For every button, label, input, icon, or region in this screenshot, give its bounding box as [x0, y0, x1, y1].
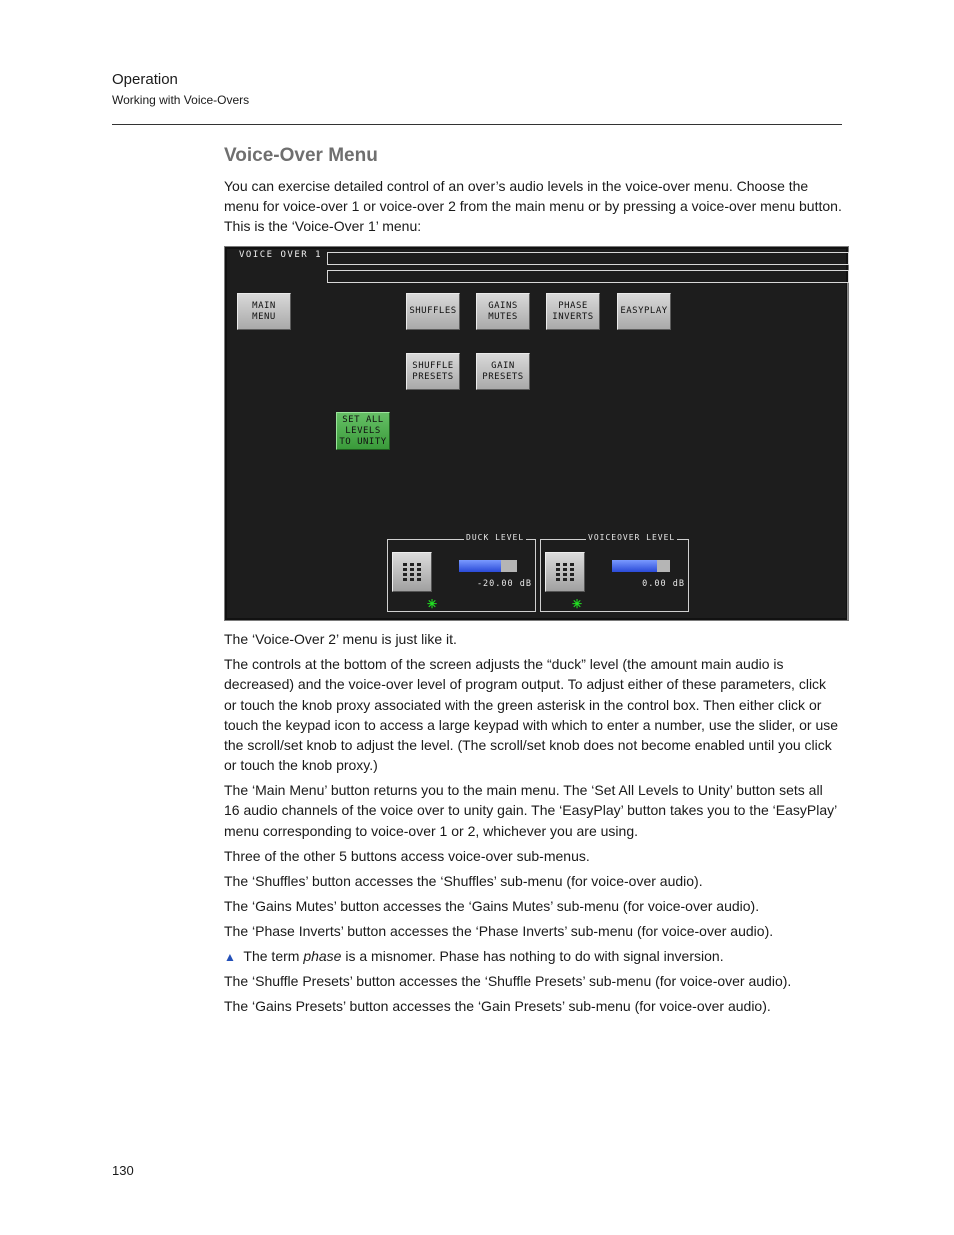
voiceover-level-box — [540, 533, 689, 612]
running-header-section: Working with Voice-Overs — [112, 93, 250, 107]
duck-slider-fill — [459, 560, 501, 572]
warning-triangle-icon: ▲ — [224, 950, 236, 964]
duck-level-box — [387, 533, 536, 612]
phase-inverts-button[interactable]: PHASE INVERTS — [546, 293, 600, 330]
duck-keypad-button[interactable] — [392, 552, 432, 592]
note-text-emphasis: phase — [303, 948, 342, 964]
paragraph-sub-menus: Three of the other 5 buttons access voice-over sub-menus. — [224, 848, 590, 864]
voiceover-level-slider[interactable] — [612, 560, 670, 572]
title-field-lower — [327, 270, 849, 283]
voiceover-level-label: VOICEOVER LEVEL — [588, 533, 676, 542]
easyplay-button[interactable]: EASYPLAY — [617, 293, 671, 330]
gains-mutes-button[interactable]: GAINS MUTES — [476, 293, 530, 330]
shuffles-button[interactable]: SHUFFLES — [406, 293, 460, 330]
note-text-pre: The term — [243, 948, 304, 964]
paragraph-shuffle-presets: The ‘Shuffle Presets’ button accesses the ‘Shuffle Presets’ sub-menu (for voice-over audio). — [224, 973, 792, 989]
main-menu-button[interactable]: MAIN MENU — [237, 293, 291, 330]
paragraph-shuffles: The ‘Shuffles’ button accesses the ‘Shuffles’ sub-menu (for voice-over audio). — [224, 873, 703, 889]
duck-level-label: DUCK LEVEL — [466, 533, 525, 542]
paragraph-gains-mutes: The ‘Gains Mutes’ button accesses the ‘Gains Mutes’ sub-menu (for voice-over audio). — [224, 898, 760, 914]
duck-knob-proxy-asterisk[interactable]: ✳ — [427, 597, 438, 611]
shuffle-presets-button[interactable]: SHUFFLE PRESETS — [406, 353, 460, 390]
header-divider — [112, 124, 842, 125]
menu-title: VOICE OVER 1 — [239, 250, 323, 260]
paragraph-gain-presets: The ‘Gains Presets’ button accesses the ‘Gain Presets’ sub-menu (for voice-over audio). — [224, 998, 771, 1014]
note-text-post: is a misnomer. Phase has nothing to do with signal inversion. — [341, 948, 724, 964]
title-field — [327, 252, 849, 265]
screen-panel — [227, 249, 846, 618]
paragraph-voice-over-2: The ‘Voice-Over 2’ menu is just like it. — [224, 631, 457, 647]
note-phase — [224, 946, 839, 967]
running-header-chapter: Operation — [112, 71, 178, 88]
keypad-icon — [403, 563, 421, 581]
paragraph-phase-inverts: The ‘Phase Inverts’ button accesses the ‘Phase Inverts’ sub-menu (for voice-over audio). — [224, 923, 774, 939]
voiceover-slider-fill — [612, 560, 657, 572]
voiceover-knob-proxy-asterisk[interactable]: ✳ — [572, 597, 583, 611]
section-heading: Voice-Over Menu — [224, 145, 378, 166]
page-number: 130 — [112, 1163, 134, 1178]
gain-presets-button[interactable]: GAIN PRESETS — [476, 353, 530, 390]
voiceover-level-value: 0.00 dB — [642, 579, 685, 589]
duck-level-value: -20.00 dB — [476, 579, 532, 589]
paragraph-controls: The controls at the bottom of the screen adjusts the “duck” level (the amount main audio is decreased) and the voice-over level of program output. To adjust either of these parameters, click or touch the knob proxy associated with the green asterisk in the control box. Then either click or touch the keypad icon to access a large keypad with which to enter a number, use the slider, or use the scroll/set knob to adjust the level. (The scroll/set knob does not become enabled until you click or touch the knob proxy.) — [224, 656, 839, 774]
set-all-levels-button[interactable]: SET ALL LEVELS TO UNITY — [336, 412, 390, 450]
paragraph-main-menu: The ‘Main Menu’ button returns you to the main menu. The ‘Set All Levels to Unity’ button sets all 16 audio channels of the voice over to unity gain. The ‘EasyPlay’ button takes you to the ‘EasyPlay’ menu corresponding to voice-over 1 or 2, whichever you are using. — [224, 782, 837, 839]
voice-over-menu-screenshot — [224, 246, 849, 621]
voiceover-keypad-button[interactable] — [545, 552, 585, 592]
intro-paragraph: You can exercise detailed control of an over’s audio levels in the voice-over menu. Choose the menu for voice-over 1 or voice-over 2 from the main menu or by pressing a voice-over menu button. This is the ‘Voice-Over 1’ menu: — [224, 178, 842, 234]
keypad-icon — [556, 563, 574, 581]
panel-divider — [847, 283, 848, 620]
duck-level-slider[interactable] — [459, 560, 517, 572]
